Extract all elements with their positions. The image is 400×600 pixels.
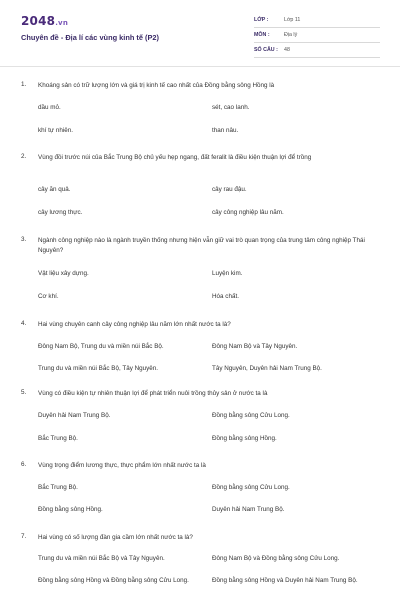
answer-option[interactable]: Đồng bằng sông Cửu Long. xyxy=(212,484,290,491)
meta-class xyxy=(254,13,380,28)
answer-option[interactable]: Bắc Trung Bộ. xyxy=(38,484,78,491)
question-number: 4. xyxy=(21,320,27,327)
answer-option[interactable]: Đông Nam Bộ và Đồng bằng sông Cửu Long. xyxy=(212,555,340,562)
answer-option[interactable]: than nâu. xyxy=(212,127,239,134)
subject-title: Chuyên đề - Địa lí các vùng kinh tế (P2) xyxy=(21,33,159,42)
answer-option[interactable]: Đồng bằng sông Hồng và Duyên hải Nam Trung Bộ. xyxy=(212,577,358,584)
header-divider xyxy=(0,66,400,67)
answer-option[interactable]: Đồng bằng sông Hồng và Đồng bằng sông Cửu Long. xyxy=(38,577,189,584)
meta-value: Lớp 11 xyxy=(284,17,301,23)
meta-question-count xyxy=(254,43,380,58)
meta-label: MÔN : xyxy=(254,32,270,38)
answer-option[interactable]: Trung du và miền núi Bắc Bộ và Tây Nguyên. xyxy=(38,555,165,562)
answer-option[interactable]: cây lương thực. xyxy=(38,209,83,216)
answer-option[interactable]: Duyên hải Nam Trung Bộ. xyxy=(38,412,111,419)
logo-main: 2048 xyxy=(21,14,56,28)
meta-label: SỐ CÂU : xyxy=(254,47,278,53)
answer-option[interactable]: Vật liệu xây dựng. xyxy=(38,270,89,277)
answer-option[interactable]: Duyên hải Nam Trung Bộ. xyxy=(212,506,285,513)
question-number: 6. xyxy=(21,461,27,468)
answer-option[interactable]: sét, cao lanh. xyxy=(212,104,250,111)
answer-option[interactable]: Đông Nam Bộ, Trung du và miền núi Bắc Bộ. xyxy=(38,343,164,350)
meta-value: Địa lý xyxy=(284,32,298,38)
answer-option[interactable]: Tây Nguyên, Duyên hải Nam Trung Bộ. xyxy=(212,365,322,372)
question-number: 5. xyxy=(21,389,27,396)
answer-option[interactable]: dầu mỏ. xyxy=(38,104,61,111)
answer-option[interactable]: cây ăn quả. xyxy=(38,186,71,193)
question-number: 1. xyxy=(21,81,27,88)
answer-option[interactable]: Trung du và miền núi Bắc Bộ, Tây Nguyên. xyxy=(38,365,159,372)
answer-option[interactable]: Hóa chất. xyxy=(212,293,239,300)
answer-option[interactable]: Cơ khí. xyxy=(38,293,59,300)
question-text: Vùng trọng điểm lương thực, thực phẩm lớn nhất nước ta là xyxy=(38,462,206,469)
page-header xyxy=(0,0,400,64)
answer-option[interactable]: cây rau đậu. xyxy=(212,186,247,193)
question-text: Hai vùng có số lượng đàn gia cầm lớn nhất nước ta là? xyxy=(38,534,193,541)
question-number: 3. xyxy=(21,236,27,243)
question-text: Hai vùng chuyên canh cây công nghiệp lâu năm lớn nhất nước ta là? xyxy=(38,321,231,328)
meta-value: 48 xyxy=(284,47,290,53)
answer-option[interactable]: Đồng bằng sông Hồng. xyxy=(212,435,277,442)
logo-suffix: .vn xyxy=(55,19,69,27)
exam-meta xyxy=(254,13,380,58)
question-text: Ngành công nghiệp nào là ngành truyền thống nhưng hiện vẫn giữ vai trò quan trọng của trung tâm công nghiệp Thái Nguyên? xyxy=(38,237,365,254)
answer-option[interactable]: Luyện kim. xyxy=(212,270,243,277)
meta-label: LỚP : xyxy=(254,17,269,23)
question-number: 2. xyxy=(21,153,27,160)
answer-option[interactable]: Đồng bằng sông Hồng. xyxy=(38,506,103,513)
question-text: Khoáng sản có trữ lượng lớn và giá trị kinh tế cao nhất của Đồng bằng sông Hồng là xyxy=(38,82,275,89)
question-text: Vùng đồi trước núi của Bắc Trung Bộ chủ yếu hẹp ngang, đất feralit là điều kiện thuận lợi để trồng xyxy=(38,154,312,161)
question-number: 7. xyxy=(21,533,27,540)
meta-subject xyxy=(254,28,380,43)
answer-option[interactable]: Bắc Trung Bộ. xyxy=(38,435,78,442)
site-logo[interactable] xyxy=(21,14,68,28)
question-text: Vùng có điều kiện tự nhiên thuận lợi để phát triển nuôi trồng thủy sản ở nước ta là xyxy=(38,390,268,397)
answer-option[interactable]: cây công nghiệp lâu năm. xyxy=(212,209,284,216)
answer-option[interactable]: Đồng bằng sông Cửu Long. xyxy=(212,412,290,419)
answer-option[interactable]: Đông Nam Bộ và Tây Nguyên. xyxy=(212,343,298,350)
answer-option[interactable]: khí tự nhiên. xyxy=(38,127,74,134)
